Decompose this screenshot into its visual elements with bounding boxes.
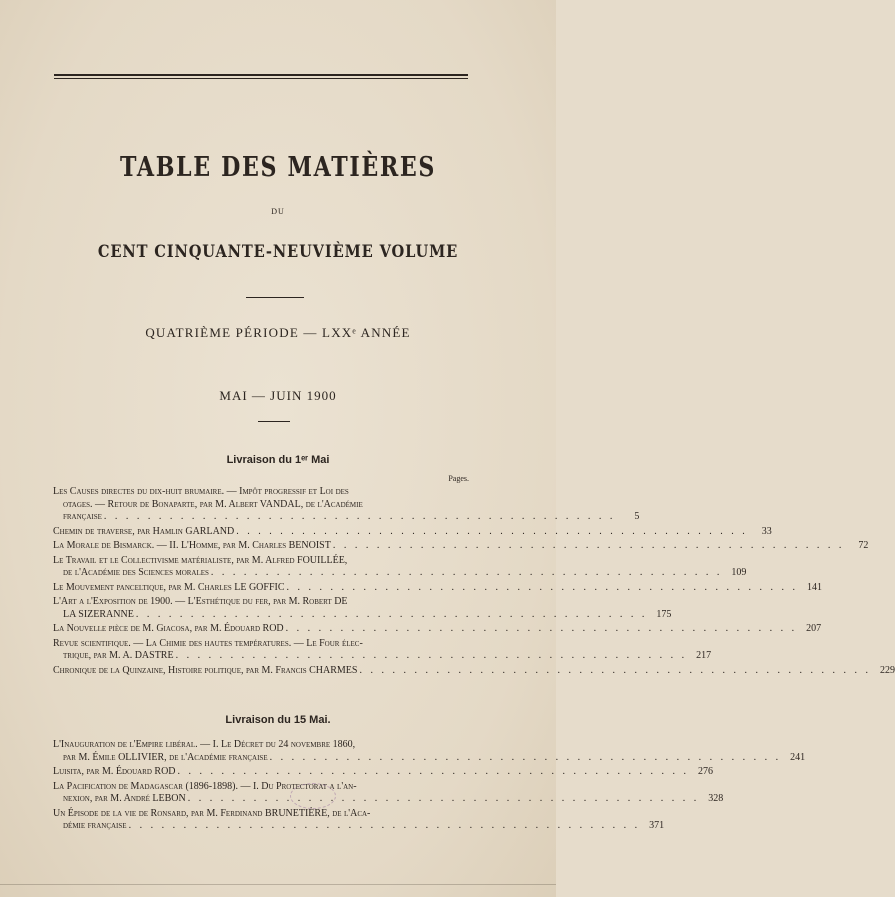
short-divider [258,421,290,422]
toc-entry-title: démie française [63,820,127,831]
period-line: QUATRIÈME PÉRIODE — LXXᵉ ANNÉE [145,325,411,340]
page-number: 241 [790,751,806,763]
toc-entry-title: Chronique de la Quinzaine, Histoire politique, par M. Francis CHARMES [53,664,358,676]
top-rule-thin [54,78,468,79]
dot-leader: . . . . . . . . . . . . . . . . . . . . . . . . . . . . . . . . . . . . . . . . . . . . . . . [285,623,798,634]
livraison-2-heading: Livraison du 15 Mai. [225,714,331,726]
page-number: 175 [656,608,672,620]
page-number: 207 [806,623,822,634]
toc-entry-line: Un Épisode de la vie de Ronsard, par M. Ferdinand BRUNETIÈRE, de l'Aca- [53,807,371,819]
page-number: 33 [761,525,772,537]
page-number: 109 [731,567,747,578]
toc-entry [53,525,772,539]
page-number: 371 [649,820,665,831]
toc-section-2 [53,739,806,833]
toc-entry [53,540,869,553]
toc-entry-title: Chemin de traverse, par Hamlin GARLAND [53,525,235,537]
page-number: 229 [879,664,895,676]
toc-entry-line: La Pacification de Madagascar (1896-1898). — I. Du Protectorat a l'an- [53,780,357,792]
page-edge [0,884,556,885]
divider-rule [246,297,304,298]
date-line: MAI — JUIN 1900 [219,388,337,403]
dot-leader: . . . . . . . . . . . . . . . . . . . . . . . . . . . . . . . . . . . . . . . . . . . . . . . [187,793,700,804]
toc-section-1 [53,486,895,677]
toc-entry-line: otages. — Retour de Bonaparte, par M. Albert VANDAL, de l'Académie [63,498,363,510]
dot-leader: . . . . . . . . . . . . . . . . . . . . . . . . . . . . . . . . . . . . . . . . . . . . . . . [286,581,799,593]
dot-leader: . . . . . . . . . . . . . . . . . . . . . . . . . . . . . . . . . . . . . . . . . . . . . . . [177,766,690,777]
dot-leader: . . . . . . . . . . . . . . . . . . . . . . . . . . . . . . . . . . . . . . . . . . . . . . . [103,511,616,522]
page-number: 141 [807,581,823,593]
toc-entry [53,766,714,779]
toc-entry [53,581,823,595]
toc-entry [53,486,640,524]
toc-entry [53,596,672,621]
volume-title: CENT CINQUANTE-NEUVIÈME VOLUME [97,242,459,262]
toc-entry-line: L'Art a l'Exposition de 1900. — L'Esthétique du fer, par M. Robert DE [53,596,348,607]
toc-entry-title: nexion, par M. André LEBON [63,793,186,804]
top-rule [54,74,468,76]
dot-leader: . . . . . . . . . . . . . . . . . . . . . . . . . . . . . . . . . . . . . . . . . . . . . . . [128,820,641,831]
toc-entry [53,637,712,663]
toc-entry [53,739,806,764]
title-connector: DU [271,207,285,216]
dot-leader: . . . . . . . . . . . . . . . . . . . . . . . . . . . . . . . . . . . . . . . . . . . . . . . [210,567,723,578]
page-number: 276 [698,766,714,777]
toc-entry-line: Revue scientifique. — La Chimie des hautes températures. — Le Four élec- [53,637,363,649]
dot-leader: . . . . . . . . . . . . . . . . . . . . . . . . . . . . . . . . . . . . . . . . . . . . . . . [236,525,748,537]
toc-entry-line: Les Causes directes du dix-huit brumaire. — Impôt progressif et Loi des [53,486,349,497]
toc-entry-title: française [63,511,102,522]
toc-entry [53,780,724,806]
page-number: 5 [634,511,640,522]
dot-leader: . . . . . . . . . . . . . . . . . . . . . . . . . . . . . . . . . . . . . . . . . . . . . . . [359,664,871,676]
toc-entry-title: par M. Émile OLLIVIER, de l'Académie française [63,751,268,763]
library-stamp [290,783,336,809]
page-number: 217 [696,650,712,661]
page-title: TABLE DES MATIÈRES [119,152,437,183]
toc-entry-line: L'Inauguration de l'Empire libéral. — I. Le Décret du 24 novembre 1860, [53,739,356,750]
toc-entry [53,807,665,833]
toc-entry [53,623,822,636]
toc-entry-title: La Nouvelle pièce de M. Giacosa, par M. Édouard ROD [53,623,284,634]
dot-leader: . . . . . . . . . . . . . . . . . . . . . . . . . . . . . . . . . . . . . . . . . . . . . . . [332,540,845,551]
toc-entry-title: Luisita, par M. Édouard ROD [53,766,176,777]
dot-leader: . . . . . . . . . . . . . . . . . . . . . . . . . . . . . . . . . . . . . . . . . . . . . . . [269,751,782,763]
toc-entry [53,554,747,580]
toc-entry-title: LA SIZERANNE [63,608,134,620]
toc-entry-title: trique, par M. A. DASTRE [63,650,174,661]
toc-entry-title: La Morale de Bismarck. — II. L'Homme, par M. Charles BENOIST [53,540,331,551]
page-number: 328 [708,793,724,804]
pages-column-label: Pages. [448,474,469,483]
toc-entry-title: Le Mouvement panceltique, par M. Charles LE GOFFIC [53,581,285,593]
dot-leader: . . . . . . . . . . . . . . . . . . . . . . . . . . . . . . . . . . . . . . . . . . . . . . . [135,608,648,620]
toc-entry-title: de l'Académie des Sciences morales [63,567,209,578]
page-number: 72 [858,540,869,551]
toc-entry [53,664,895,678]
toc-entry-line: Le Travail et le Collectivisme matérialiste, par M. Alfred FOUILLÉE, [53,554,348,566]
livraison-1-heading: Livraison du 1ᵉʳ Mai [226,454,330,466]
dot-leader: . . . . . . . . . . . . . . . . . . . . . . . . . . . . . . . . . . . . . . . . . . . . . . . [175,650,688,661]
